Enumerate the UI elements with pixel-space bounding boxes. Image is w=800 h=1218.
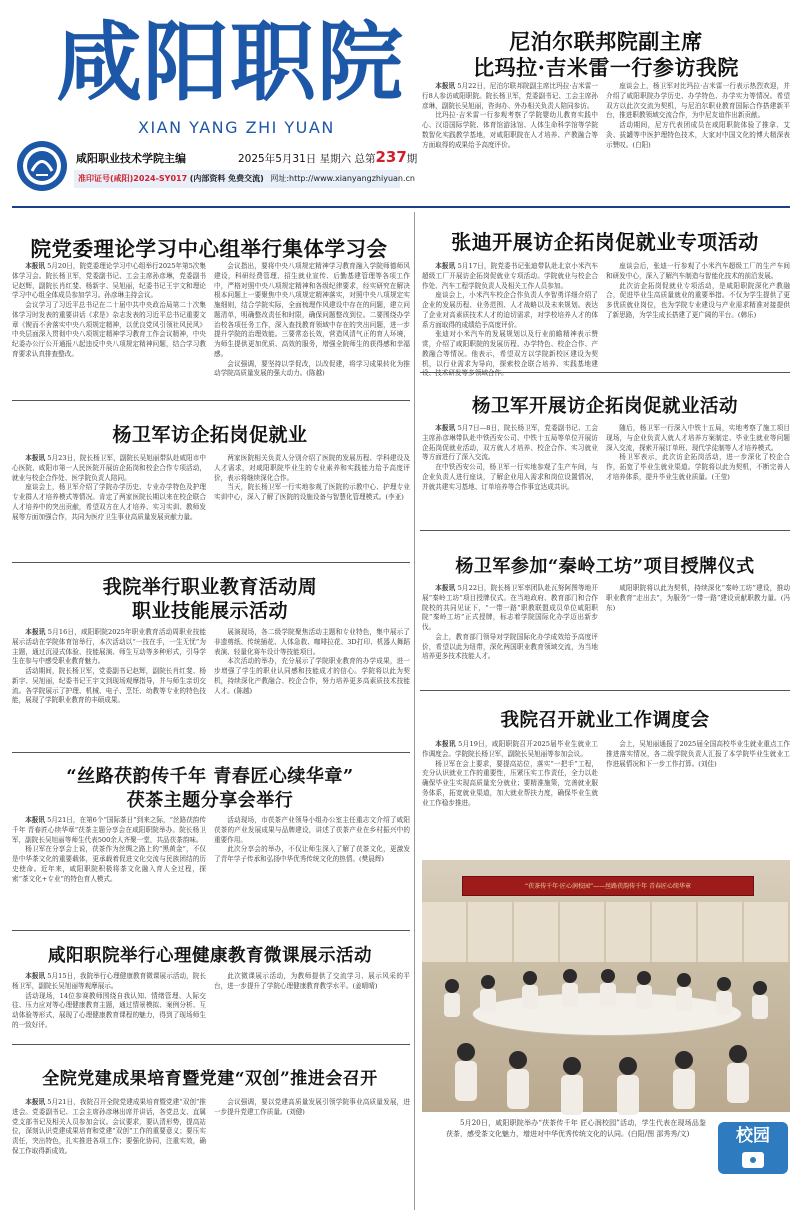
lens-icon <box>748 1155 758 1165</box>
paragraph: 座谈会上，杨卫军对比玛拉·吉米雷一行表示热烈欢迎，并介绍了咸阳职院办学历史、办学特色、办学实力等情况。希望双方以此次交流为契机，与尼泊尔职业教育国际合作搭建新平台，推进职教领域交流合作，为中尼友谊作出新贡献。 <box>606 82 790 120</box>
newspaper-title: 咸阳职院 <box>56 13 404 113</box>
theory-body-left <box>12 262 206 394</box>
divider <box>420 372 790 373</box>
nepal-title-2: 比玛拉·吉米雷一行参访我院 <box>473 55 739 80</box>
byline: 本报讯 <box>25 972 46 980</box>
paragraph: 本次活动的举办，充分展示了学院职业教育的办学成果，进一步增强了学生的职业认同感和技能成才的信心。学院将以此为契机，持续深化产教融合、校企合作，努力培养更多高素质技术技能人才。(陈越) <box>214 657 410 695</box>
ywj-enterprise-body-right <box>606 424 790 524</box>
paragraph: 5月23日，院长杨卫军，副院长吴旭丽带队赴咸阳市中心医院、咸阳市第一人民医院开展访企拓岗和校企合作专项活动，就业与校企合作处、医学院负责人陪同。 <box>12 454 206 482</box>
date-text: 2025年5月31日 星期六 总第 <box>238 153 376 165</box>
paragraph: 此次微课展示活动，为教师提供了交流学习、展示风采的平台，进一步提升了学院心理健康教育教学水平。(姜晴晴) <box>214 972 410 990</box>
paragraph: 活动期间，尼方代表团成员在咸阳职院体验了推拿、艾灸、拔罐等中医护理特色技术，大家对中国文化的博大精深表示赞叹。(白阳) <box>606 121 790 149</box>
photo-banner <box>462 876 754 896</box>
paragraph: 5月16日，咸阳职院2025年职业教育活动周职业技能展示活动在学院体育馆举行，本次活动以“一技在手，一生无忧”为主题，通过沉浸式体验、技能展演、师生互动等多种形式，引导学生在参与中感受职业教育魅力。 <box>12 628 206 666</box>
internal-note: (内部资料 免费交流) <box>189 174 264 183</box>
website-link[interactable]: 网址:http://www.xianyangzhiyuan.cn <box>270 174 415 183</box>
paragraph: 5月20日，院党委理论学习中心组举行2025年第5次集体学习会。院长杨卫军，党委副书记、工会主席孙彦琳，党委副书记赵辉，副院长肖红斐、杨新宇、吴旭丽，纪委书记王宇文和理论学习中心组全体成员参加学习。孙彦琳主持会议。 <box>12 262 207 300</box>
photo-caption <box>446 1118 706 1180</box>
employment-body-right <box>606 740 790 844</box>
tea-body-left <box>12 816 206 924</box>
permit-bar <box>74 170 415 188</box>
sponsor-text: 咸阳职业技术学院主编 <box>76 152 186 165</box>
ywj-visit-body-left <box>12 454 206 558</box>
qinling-title: 杨卫军参加“秦岭工坊”项目授牌仪式 <box>455 556 755 577</box>
paragraph: 当天，院长杨卫军一行实地参观了医院的示教中心、护理专业实训中心，深入了解了医院的设施设备与智慧化管理模式。(李亚) <box>214 483 410 501</box>
divider <box>12 400 410 401</box>
ywj-enterprise-title: 杨卫军开展访企拓岗促就业活动 <box>471 396 738 417</box>
qinling-body-left <box>422 584 598 680</box>
paragraph: 此次访企拓岗促就业专项活动，是咸阳职院深化产教融合，促进毕业生高质量就业的重要举措。不仅为学生提供了更多优质就业岗位，也为学院专业建设与产业需求精准对接提供了新思路，为学生成长搭建了更广阔的平台。(韩乐) <box>606 281 790 319</box>
byline: 本报讯 <box>25 628 46 636</box>
college-logo-icon <box>16 140 68 192</box>
divider <box>12 930 410 931</box>
week-title-1: 我院举行职业教育活动周 <box>102 576 318 598</box>
tea-body-right <box>214 816 410 924</box>
permit-number: 准印证号(咸阳)2024-SY017 <box>78 174 188 183</box>
zhangdi-title: 张迪开展访企拓岗促就业专项活动 <box>451 230 759 254</box>
paragraph: 5月19日，咸阳职院召开2025届毕业生就业工作调度会。学院院长杨卫军，副院长吴旭丽等参加会议。 <box>422 740 598 758</box>
divider <box>12 206 790 208</box>
column-separator <box>414 212 415 1210</box>
paragraph: 会上，吴旭丽通报了2025届全国高校毕业生就业重点工作推进落实情况，各二级学院负责人汇报了本学院毕业生就业工作进展情况和下一步工作打算。(刘佳) <box>606 740 790 768</box>
employment-title: 我院召开就业工作调度会 <box>500 710 710 731</box>
issue-date <box>238 148 417 166</box>
psych-title: 咸阳职院举行心理健康教育微课展示活动 <box>48 946 372 966</box>
byline: 本报讯 <box>25 1098 46 1106</box>
paragraph: 会议强调，要以党建高质量发展引领学院事业高质量发展，进一步提升党建工作质量。(刘健) <box>214 1098 410 1116</box>
paragraph: 会上，教育部门领导对学院国际化办学成效给予高度评价，希望以此为纽带，深化两国职业教育领域交流，为当地培养更多技术技能人才。 <box>422 632 598 661</box>
employment-body-left <box>422 740 598 844</box>
paragraph: 5月22日，院长杨卫军率团队赴瓦努阿图等地开展“秦岭工坊”项目授牌仪式。在当地政府、教育部门和合作院校的共同见证下，“一带一路”职教联盟成员单位咸阳职院“秦岭工坊”正式授牌，标志着学院国际化办学迈出新步伐。 <box>422 584 598 631</box>
zhangdi-body-right <box>606 262 790 364</box>
week-body-left <box>12 628 206 746</box>
byline: 本报讯 <box>25 262 45 270</box>
byline: 本报讯 <box>435 740 456 748</box>
psych-body-left <box>12 972 206 1038</box>
paragraph: 随后，杨卫军一行深入中铁十五局，实地考察了施工项目现场，与企业负责人就人才培养方案制定、毕业生就业等问题深入交流，探索开展订单班、现代学徒制等人才培养模式。 <box>606 424 790 452</box>
paragraph: 座谈会上，杨卫军介绍了学院办学历史、专业办学特色及护理专业群人才培养模式等情况。肯定了两家医院长期以来在校企联合人才培养中的突出贡献，希望双方在人才培养、实习实训、教师发展等方面加强合作，共同为医疗卫生事业高质量发展贡献力量。 <box>12 483 206 521</box>
paragraph: 5月21日，我院召开全院党建成果培育暨党建“双创”推进会。党委副书记、工会主席孙彦琳出席并讲话，各党总支、直属党支部书记及相关人员参加会议。会议要求，要认清形势，提高站位，深刻认识党建成果培育和党建“双创”工作的重要意义；要压实责任，突出特色，扎实推进各项工作；要强化协同，注重实效，确保工作取得新成效。 <box>12 1098 206 1155</box>
paragraph: 5月7日—8日，院长杨卫军，党委副书记、工会主席孙彦琳带队赴中铁西安公司、中铁十五局等单位开展访企拓岗促就业活动，双方就人才培养、校企合作、实习就业等方面进行了深入交流。 <box>422 424 598 462</box>
party-title: 全院党建成果培育暨党建“双创”推进会召开 <box>42 1069 378 1089</box>
paragraph: 两家医院相关负责人分别介绍了医院的发展历程、学科建设及人才需求，对咸阳职院毕业生的专业素养和实践能力给予高度评价，表示将继续深化合作。 <box>214 454 410 482</box>
week-title-2: 职业技能展示活动 <box>131 600 288 622</box>
paragraph: 活动现场，市茯茶产业领导小组办公室主任重志文介绍了咸阳茯茶的产业发展成果与品牌建设，讲述了茯茶产业在乡村振兴中的重要作用。 <box>214 816 410 844</box>
nepal-body-right <box>606 82 790 194</box>
theory-body-right <box>214 262 410 394</box>
byline: 本报讯 <box>25 454 46 462</box>
tea-title-2: 茯茶主题分享会举行 <box>126 790 294 811</box>
paragraph: 活动期间，院长杨卫军，党委副书记赵辉，副院长肖红斐、杨新宇、吴旭丽，纪委书记王宇文到现场观摩指导，并与师生亲切交流。各学院展示了护理、机械、电子、烹饪、幼教等专业的特色技能，展现了学院职业教育的丰硕成果。 <box>12 667 206 705</box>
paragraph: 座谈会后，张迪一行参观了小米汽车超级工厂的生产车间和研发中心，深入了解汽车制造与智能化技术的前沿发展。 <box>606 262 790 280</box>
byline: 本报讯 <box>435 262 456 270</box>
byline: 本报讯 <box>25 816 45 824</box>
paragraph: 会议指出，要将中央八项规定精神学习教育融入学院师德师风建设，科研经费管理、招生就业宣传、后勤基建管理等各项工作中，严格对照中央八项规定精神和各级纪律要求，经实研究在解决根本问题上一要聚焦中央八项规定精神落实，对照中央八项规定实施细则，结合学院实际，全面梳理作风建设中存在的问题，建立问题清单，明确整改责任和时限，确保问题整改到位。二要围绕办学治校各项任务工作，深入查找教育领域中存在的突出问题，进一步提升学院的治理效能。三要常态长效，营造风清气正的育人环境，为师生提供更加优质、高效的服务，增强全院师生的获得感和幸福感。 <box>214 262 410 358</box>
issue-suffix: 期 <box>406 153 418 165</box>
tea-title-1: “丝路茯韵传千年 青春匠心续华章” <box>66 766 354 787</box>
byline: 本报讯 <box>435 584 456 592</box>
qinling-body-right <box>606 584 790 680</box>
photo-people <box>422 956 790 1112</box>
paragraph: 活动现场，14位参赛教师围绕自我认知、情绪管理、人际交往、压力应对等心理健康教育主题，通过情景模拟、案例分析、互动体验等形式，展现了心理健康教育课程的魅力，得到了现场师生的一致好评。 <box>12 991 206 1029</box>
news-photo <box>422 860 790 1112</box>
divider <box>420 530 790 531</box>
badge-label: 校园 <box>736 1126 770 1146</box>
issue-number: 237 <box>375 148 407 166</box>
paragraph: 展演现场，各二级学院聚焦活动主题和专业特色，集中展示了非遗剪纸、传统插花、人体急救、咖啡拉花、3D打印、机器人舞蹈表演、轻量化赛车设计等技能项目。 <box>214 628 410 656</box>
newspaper-pinyin: XIAN YANG ZHI YUAN <box>138 118 335 137</box>
caption-text: 5月20日，咸阳职院举办“茯茶传千年 匠心润校园”活动，学生代表在现场品鉴茯茶，感受茶文化魅力，增进对中华优秀传统文化的认同。(白阳/图 邵秀秀/文) <box>446 1119 706 1138</box>
ywj-visit-body-right <box>214 454 410 558</box>
paragraph: 5月15日，我院举行心理健康教育微课展示活动，院长杨卫军，副院长吴旭丽等观摩展示。 <box>12 972 206 990</box>
nepal-title-1: 尼泊尔联邦院副主席 <box>509 29 703 54</box>
zhangdi-body-left <box>422 262 598 378</box>
paragraph: 张迪对小米汽车的发展规划以及行业前瞻精神表示赞赏，介绍了咸阳职院的发展历程、办学特色、校企合作、产教融合等情况。他表示，希望双方以学院新校区建设为契机，以行业需求为导向，探索校企联合培养、实践基地建设、技术研发等多领域合作。 <box>422 330 598 378</box>
ywj-visit-title: 杨卫军访企拓岗促就业 <box>112 424 308 446</box>
psych-body-right <box>214 972 410 1038</box>
paragraph: 在中铁西安公司，杨卫军一行实地参观了生产车间，与企业负责人进行座谈，了解企业用人需求和岗位设置情况，并就共建实习基地、订单培养等合作事宜达成共识。 <box>422 463 598 491</box>
paragraph: 5月22日，尼泊尔联邦院副主席比玛拉·吉米雷一行8人参访咸阳职院。院长杨卫军，党委副书记、工会主席孙彦琳，副院长吴旭丽，咨询办、外办相关负责人陪同参访。 <box>422 82 598 110</box>
byline: 本报讯 <box>435 82 456 90</box>
divider <box>12 562 410 563</box>
ywj-enterprise-body-left <box>422 424 598 524</box>
paragraph: 杨卫军表示，此次访企拓岗活动，进一步深化了校企合作，拓宽了毕业生就业渠道。学院将以此为契机，不断完善人才培养体系，提升毕业生就业质量。(王莹) <box>606 453 790 481</box>
party-body-left <box>12 1098 206 1208</box>
paragraph: 会议学习了习近平总书记在二十届中共中央政治局第二十次集体学习时发表的重要讲话《求是》杂志发表的习近平总书记重要文章《锲而不舍落实中央八项规定精神，以优良党风引领社风民风》中央层面深入贯彻中央八项规定精神学习教育工作会议精神，中央纪委办公厅公开通报八起违反中央八项规定精神问题，结合学习教育要求认真排查整改。 <box>12 301 206 358</box>
paragraph: 比玛拉·吉米雷一行参观考察了学院婴幼儿教育实践中心、汉语国际学院、体育馆游泳馆、人体生命科学馆等学院数智化实践教学基地，对咸阳职院在人才培养、产教融合等方面取得的成果给予高度评价。 <box>422 111 598 149</box>
theory-title: 院党委理论学习中心组举行集体学习会 <box>30 237 388 261</box>
campus-lens-badge <box>718 1122 788 1174</box>
byline: 本报讯 <box>435 424 456 432</box>
nepal-body-left <box>422 82 598 194</box>
paragraph: 5月17日，院党委书记张迪带队赴北京小米汽车超级工厂开展访企拓岗促就业专项活动。学院就业与校企合作处、汽车工程学院负责人及相关工作人员参加。 <box>422 262 598 290</box>
party-body-right <box>214 1098 410 1208</box>
photo-wall-panels <box>422 902 790 962</box>
paragraph: 座谈会上，小米汽车校企合作负责人李智勇详细介绍了企业的发展历程、业务范围、人才战略以及未来规划。表达了企业对高素质技术人才的迫切需求，对学校培养人才的体系方面取得的成绩给予高度评价。 <box>422 291 598 329</box>
paragraph: 5月21日，在第6个“国际茶日”到来之际，“丝路茯韵传千年 青春匠心续华章”茯茶主题分享会在咸阳职院举办。院长杨卫军，副院长吴旭丽等师生代表500余人齐聚一堂，共品茯茶韵味。 <box>12 816 206 844</box>
paragraph: 杨卫军在会上要求，要提高站位，落实“一把手”工程，充分认识就业工作的重要性，压紧压实工作责任，全力以赴确保毕业生实现高质量充分就业；要精准施策，完善就业服务体系，拓宽就业渠道，加大就业帮扶力度，确保毕业生就业工作稳步推进。 <box>422 759 598 807</box>
week-body-right <box>214 628 410 746</box>
camera-lens-icon <box>742 1152 764 1168</box>
paragraph: 此次分享会的举办，不仅让师生深入了解了茯茶文化，更激发了青年学子传承和弘扬中华优秀传统文化的热情。(樊晨辉) <box>214 845 410 863</box>
paragraph: 咸阳职院将以此为契机，持续深化“秦岭工坊”建设，推动职业教育“走出去”，为服务“一带一路”建设贡献职教力量。(冯东) <box>606 584 790 612</box>
banner-text: “茯茶传千年·匠心润校园”——丝路茯韵传千年 青春匠心续华章 <box>524 883 692 890</box>
paragraph: 会议强调，要坚持以学促改，以改促建，将学习成果转化为推动学院高质量发展的强大动力。(陈越) <box>214 359 410 378</box>
divider <box>420 690 790 691</box>
divider <box>12 752 410 753</box>
paragraph: 杨卫军在分享会上说，茯茶作为丝绸之路上的“黑黄金”，不仅是中华茶文化的重要载体，更承载着促进文化交流与民族团结的历史使命。近年来，咸阳职院积极将茶文化融入育人全过程，探索“茶文化+专业”的特色育人模式。 <box>12 845 206 883</box>
divider <box>12 1044 410 1045</box>
